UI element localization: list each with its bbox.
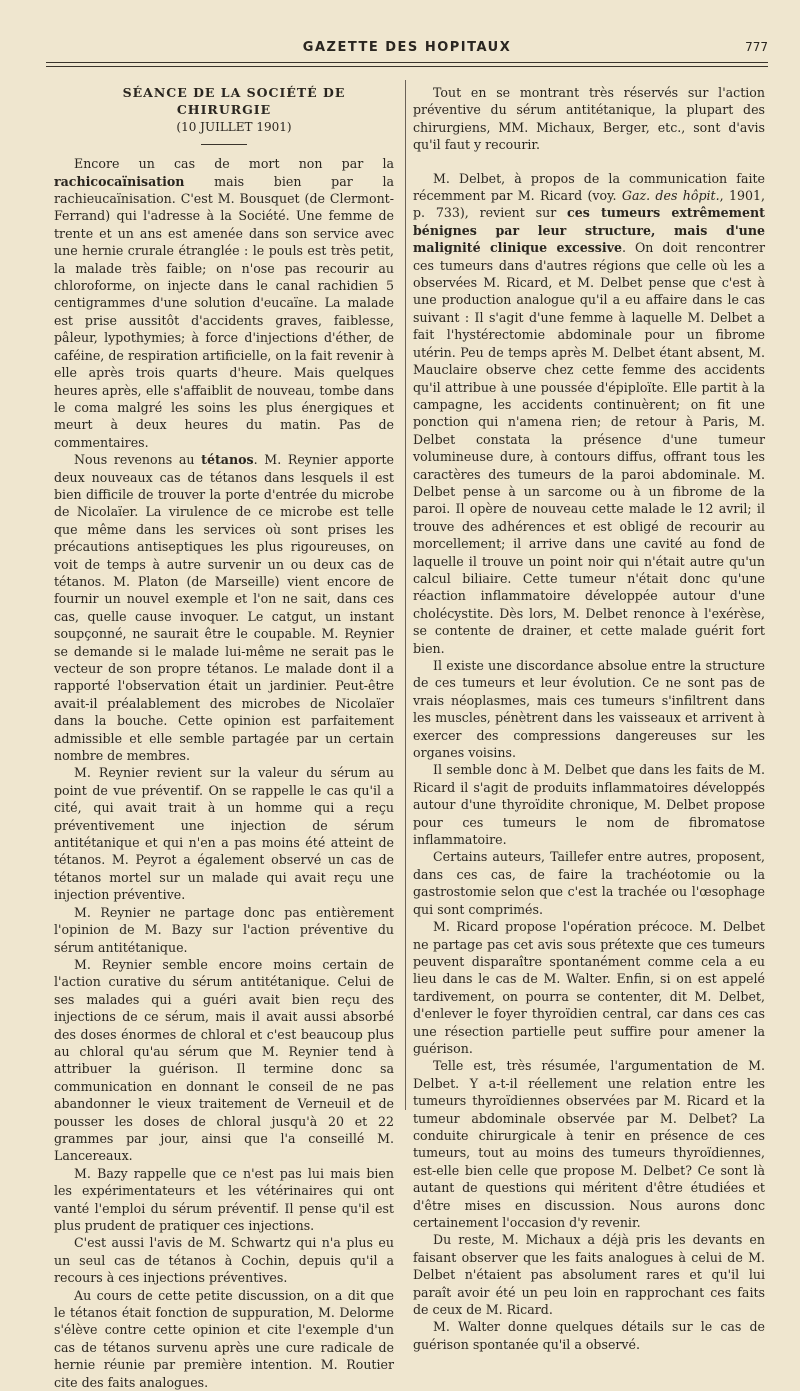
paragraph: M. Ricard propose l'opération précoce. M. Delbet ne partage pas cet avis sous prétexte que ces tumeurs peuvent disparaître spontanément comme cela a eu lieu dans le cas de M. Walter. Enfin, si on est appelé tardivement, on pourra se contenter, dit M. Delbet, d'enlever le foyer thyroïdien central, car dans ces cas une résection partielle peut suffire pour amener la guérison. (413, 919, 765, 1056)
paragraph: M. Walter donne quelques détails sur le cas de guérison spontanée qu'il a observé. (413, 1319, 765, 1352)
text-run: Nous revenons au (74, 452, 202, 468)
paragraph (54, 451, 394, 764)
text-run: . M. Reynier apporte deux nouveaux cas de tétanos dans lesquels il est bien difficile de trouver la porte d'entrée du microbe de Nicolaïer. La virulence de ce microbe est telle que même dans les services où sont prises les précautions antiseptiques les plus rigoureuses, on voit de temps à autre survenir un ou deux cas de tétanos. M. Platon (de Marseille) vient encore de fournir un nouvel exemple et l'on ne sait, dans ces cas, quelle cause invoquer. Le catgut, un instant soupçonné, ne saurait être le coupable. M. Reynier se demande si le malade lui-même ne serait pas le vecteur de son propre tétanos. Le malade dont il a rapporté l'observation était un jardinier. Peut-être avait-il préalablement des microbes de Nicolaïer dans la bouche. Cette opinion est parfaitement admissible et elle semble partagée par un certain nombre de membres. (54, 452, 394, 764)
journal-title: GAZETTE DES HOPITAUX (302, 40, 512, 55)
paragraph (413, 170, 765, 657)
section-title: SÉANCE DE LA SOCIÉTÉ DE CHIRURGIE (122, 85, 346, 118)
paragraph: M. Reynier semble encore moins certain de l'action curative du sérum antitétanique. Celui de ses malades qui a guéri avait bien reçu des injections de ce sérum, mais il avait aussi absorbé des doses énormes de chloral et c'est beaucoup plus au chloral qu'au sérum que M. Reynier tend à attribuer la guérison. Il termine donc sa communication en donnant le conseil de ne pas abandonner le vieux traitement de Verneuil et de pousser les doses de chloral jusqu'à 20 et 22 grammes par jour, ainsi que l'a conseillé M. Lancereaux. (54, 956, 394, 1164)
header-rule-thin (46, 66, 768, 67)
paragraph: Au cours de cette petite discussion, on a dit que le tétanos était fonction de suppuration, M. Delorme s'élève contre cette opinion et cite l'exemple d'un cas de tétanos survenu après une cure radicale de hernie réunie par première intention. M. Routier cite des faits analogues. (54, 1287, 394, 1390)
paragraph: Du reste, M. Michaux a déjà pris les devants en faisant observer que les faits analogues à celui de M. Delbet n'étaient pas absolument rares et qu'il lui paraît avoir été un peu loin en rapprochant ces faits de ceux de M. Ricard. (413, 1232, 765, 1318)
citation: Gaz. des hôpit. (621, 188, 720, 204)
paragraph: Il semble donc à M. Delbet que dans les faits de M. Ricard il s'agit de produits inflammatoires développés autour d'une thyroïdite chronique, M. Delbet propose pour ces tumeurs le nom de fibromatose inflammatoire. (413, 762, 765, 848)
bold-term: rachicocaïnisation (54, 173, 185, 189)
header-rule-thick (46, 62, 768, 63)
paragraph: M. Reynier revient sur la valeur du sérum au point de vue préventif. On se rappelle le cas qu'il a cité, qui avait trait à un homme qui a reçu préventivement une injection de sérum antitétanique et qui n'en a pas moins été atteint de tétanos. M. Peyrot a également observé un cas de tétanos mortel sur un malade qui avait reçu une injection préventive. (54, 765, 394, 903)
right-column (413, 84, 765, 1353)
paragraph: M. Reynier ne partage donc pas entièrement l'opinion de M. Bazy sur l'action préventive du sérum antitétanique. (54, 904, 394, 955)
bold-term: tétanos (201, 452, 254, 468)
page-number: 777 (745, 40, 768, 54)
text-run: , 1901, p. 733), revient sur (413, 188, 766, 221)
paragraph: Certains auteurs, Taillefer entre autres, proposent, dans ces cas, de faire la trachéotomie ou la gastrostomie selon que c'est la trachée ou l'œsophage qui sont comprimés. (413, 849, 765, 917)
left-column (54, 84, 394, 1391)
running-header (46, 40, 768, 60)
paragraph (54, 155, 394, 451)
paragraph: C'est aussi l'avis de M. Schwartz qui n'a plus eu un seul cas de tétanos à Cochin, depuis qu'il a recours à ces injections préventives. (54, 1235, 394, 1286)
text-run: . On doit rencontrer ces tumeurs dans d'autres régions que celle où les a observées M. Ricard, et M. Delbet pense que c'est à une production analogue qu'il a eu affaire dans le cas suivant : Il s'agit d'une femme à laquelle M. Delbet a fait l'hystérectomie abdominale pour un fibrome utérin. Peu de temps après M. Delbet étant absent, M. Mauclaire observe chez cette femme des accidents qu'il attribue à une poussée d'épiploïte. Elle partit à la campagne, les accidents continuèrent; on fit une ponction qui n'amena rien; de retour à Paris, M. Delbet constata la présence d'une tumeur volumineuse dure, à contours diffus, offrant tous les caractères des tumeurs de la paroi abdominale. M. Delbet pense à un sarcome ou à un fibrome de la paroi. Il opère de nouveau cette malade le 12 avril; il trouve des adhérences et est obligé de recourir au morcellement; il arrive dans une cavité au fond de laquelle il trouve un point noir qui n'était autre qu'un calcul biliaire. Cette tumeur n'était donc qu'une réaction inflammatoire développée autour d'une cholécystite. Dès lors, M. Delbet renonce à l'exérèse, se contente de drainer, et cette malade guérit fort bien. (413, 240, 765, 656)
paragraph: Tout en se montrant très réservés sur l'action préventive du sérum antitétanique, la plupart des chirurgiens, MM. Michaux, Berger, etc., sont d'avis qu'il faut y recourir. (413, 85, 765, 153)
text-run: M. Delbet, à propos de la communication faite récemment par M. Ricard (voy. (413, 170, 765, 204)
section-date: (10 JUILLET 1901) (176, 119, 292, 134)
paragraph: Il existe une discordance absolue entre la structure de ces tumeurs et leur évolution. Ce ne sont pas de vrais néoplasmes, mais ces tumeurs s'infiltrent dans les muscles, pénètrent dans les vaisseaux et arrivent à exercer des compressions dangereuses sur les organes voisins. (413, 658, 765, 761)
section-rule (201, 144, 247, 145)
bold-term: ces tumeurs extrêmement bénignes par leur structure, mais d'une malignité clinique excessive (413, 205, 765, 256)
paragraph: Telle est, très résumée, l'argumentation de M. Delbet. Y a-t-il réellement une relation entre les tumeurs thyroïdiennes observées par M. Ricard et la tumeur abdominale observée par M. Delbet? La conduite chirurgicale à tenir en présence de ces tumeurs, tout au moins des tumeurs thyroïdiennes, est-elle bien celle que propose M. Delbet? Ce sont là autant de questions qui méritent d'être étudiées et d'être mises en discussion. Nous aurons donc certainement l'occasion d'y revenir. (413, 1058, 765, 1230)
paragraph: M. Bazy rappelle que ce n'est pas lui mais bien les expérimentateurs et les vétérinaires qui ont vanté l'emploi du sérum préventif. Il pense qu'il est plus prudent de pratiquer ces injections. (54, 1165, 394, 1233)
column-separator (405, 80, 406, 1110)
text-run: Encore un cas de mort non par la (74, 156, 394, 172)
text-run: mais bien par la rachieucaïnisation. C'est M. Bousquet (de Clermont-Ferrand) qui l'adresse à la Société. Une femme de trente et un ans est amenée dans son service avec une hernie crurale étranglée : le pouls est très petit, la malade très faible; on n'ose pas recourir au chloroforme, on injecte dans le canal rachidien 5 centigrammes d'une solution d'eucaïne. La malade est prise aussitôt d'accidents graves, faiblesse, pâleur, lypothymies; à force d'injections d'éther, de caféine, de respiration artificielle, on la fait revenir à elle après trois quarts d'heure. Mais quelques heures après, elle s'affaiblit de nouveau, tombe dans le coma malgré les soins les plus énergiques et meurt à deux heures du matin. Pas de commentaires. (54, 173, 394, 450)
